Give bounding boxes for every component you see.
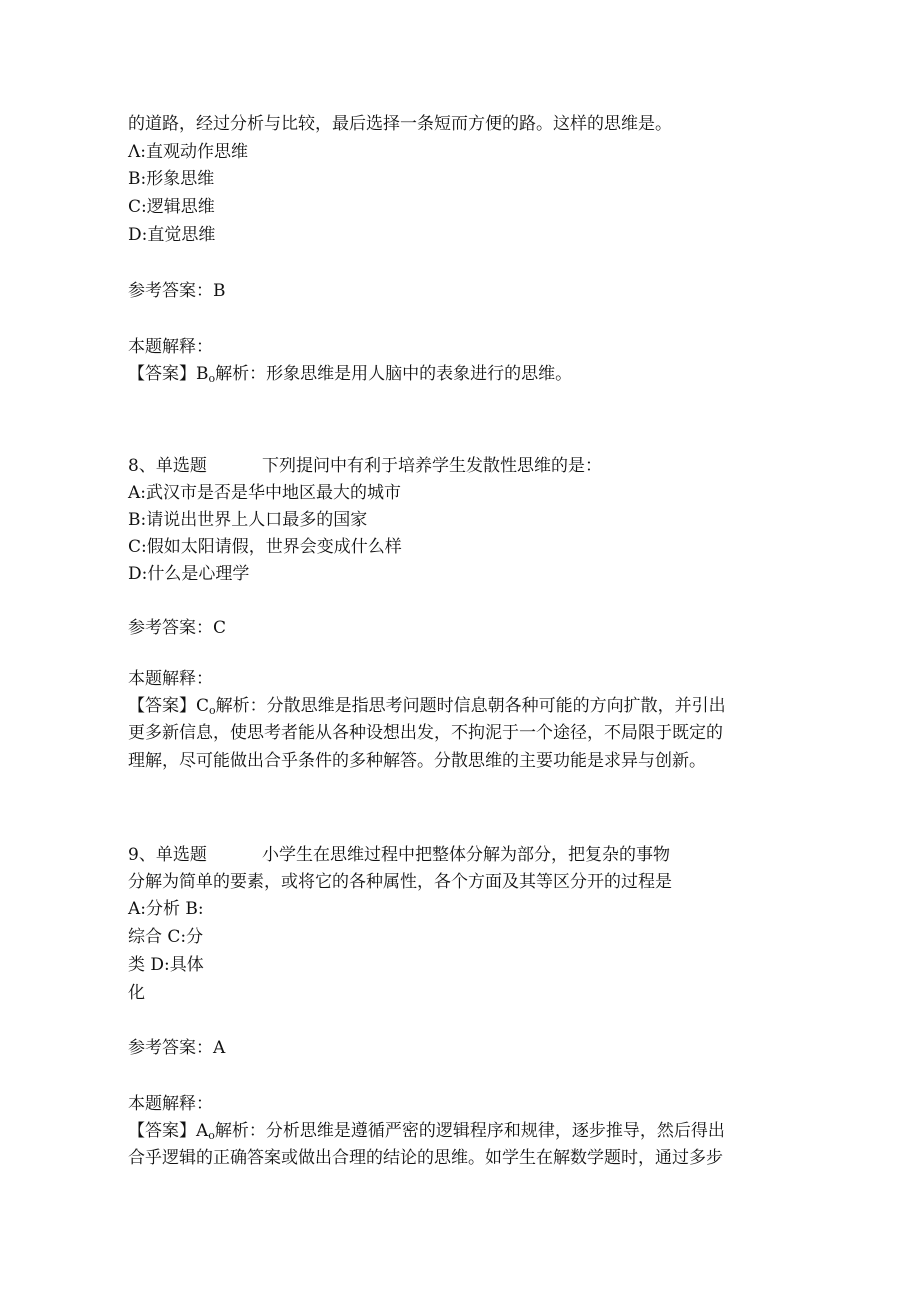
q8-explain-sub: o	[209, 704, 216, 717]
q7-explain-letter: B	[196, 364, 209, 384]
q8-option-a: A:武汉市是否是华中地区最大的城市	[128, 483, 402, 503]
q9-answer-value: A	[213, 1038, 226, 1058]
q9-number: 9、单选题	[128, 845, 207, 865]
q8-explain-prefix: 【答案】	[128, 696, 196, 716]
q8-explain-line-2: 更多新信息，使思考者能从各种设想出发，不拘泥于一个途径，不局限于既定的	[128, 723, 723, 743]
q9-explain-text: 解析：分析思维是遵循严密的逻辑程序和规律，逐步推导，然后得出	[214, 1121, 725, 1141]
q7-option-c: C:逻辑思维	[128, 197, 215, 217]
q8-number: 8、单选题	[128, 456, 207, 476]
q8-answer-label: 参考答案：	[128, 618, 213, 638]
q7-explain-label: 本题解释：	[128, 337, 213, 357]
q8-answer	[128, 617, 226, 639]
q9-explain-line-2: 合乎逻辑的正确答案或做出合理的结论的思维。如学生在解数学题时，通过多步	[128, 1148, 723, 1168]
q8-header	[128, 455, 602, 477]
q9-options-line-4: 化	[128, 983, 145, 1003]
q8-answer-value: C	[213, 618, 227, 638]
q7-explain-prefix: 【答案】	[128, 364, 196, 384]
q9-answer-label: 参考答案：	[128, 1038, 213, 1058]
q9-stem-line-2: 分解为简单的要素，或将它的各种属性，各个方面及其等区分开的过程是	[128, 872, 672, 892]
q9-options-line-2: 综合 C:分	[128, 927, 204, 947]
q9-stem: 小学生在思维过程中把整体分解为部分，把复杂的事物	[262, 845, 670, 865]
q8-option-c: C:假如太阳请假，世界会变成什么样	[128, 537, 402, 557]
q7-option-a: Λ:直观动作思维	[128, 142, 249, 162]
q8-explain-text: 解析：分散思维是指思考问题时信息朝各种可能的方向扩散，并引出	[215, 696, 726, 716]
q8-stem: 下列提问中有利于培养学生发散性思维的是：	[262, 456, 602, 476]
q7-answer	[128, 280, 226, 302]
q8-explain-line-1	[128, 695, 726, 722]
q9-explain-sub: o	[208, 1129, 215, 1142]
q9-explain-prefix: 【答案】	[128, 1121, 196, 1141]
q8-explain-label: 本题解释：	[128, 669, 213, 689]
q9-options-line-1: A:分析 B:	[128, 899, 204, 919]
q8-explain-letter: C	[196, 696, 210, 716]
q9-explain-label: 本题解释：	[128, 1094, 213, 1114]
q9-explain-line-1	[128, 1120, 725, 1147]
q9-explain-letter: A	[196, 1121, 209, 1141]
q7-option-b: B:形象思维	[128, 169, 215, 189]
q7-explain-text: 解析：形象思维是用人脑中的表象进行的思维。	[215, 364, 573, 384]
q9-answer	[128, 1037, 225, 1059]
q8-option-d: D:什么是心理学	[128, 564, 250, 584]
q9-options-line-3: 类 D:具体	[128, 955, 204, 975]
q7-answer-label: 参考答案：	[128, 281, 213, 301]
q7-option-d: D:直觉思维	[128, 225, 216, 245]
q8-explain-line-3: 理解，尽可能做出合乎条件的多种解答。分散思维的主要功能是求异与创新。	[128, 751, 706, 771]
q7-stem-tail: 的道路，经过分析与比较，最后选择一条短而方便的路。这样的思维是。	[128, 114, 672, 134]
q8-option-b: B:请说出世界上人口最多的国家	[128, 510, 368, 530]
q9-header	[128, 844, 670, 866]
q7-explain-sub: o	[208, 372, 216, 385]
q7-explain	[128, 363, 572, 390]
q7-answer-value: B	[213, 281, 226, 301]
